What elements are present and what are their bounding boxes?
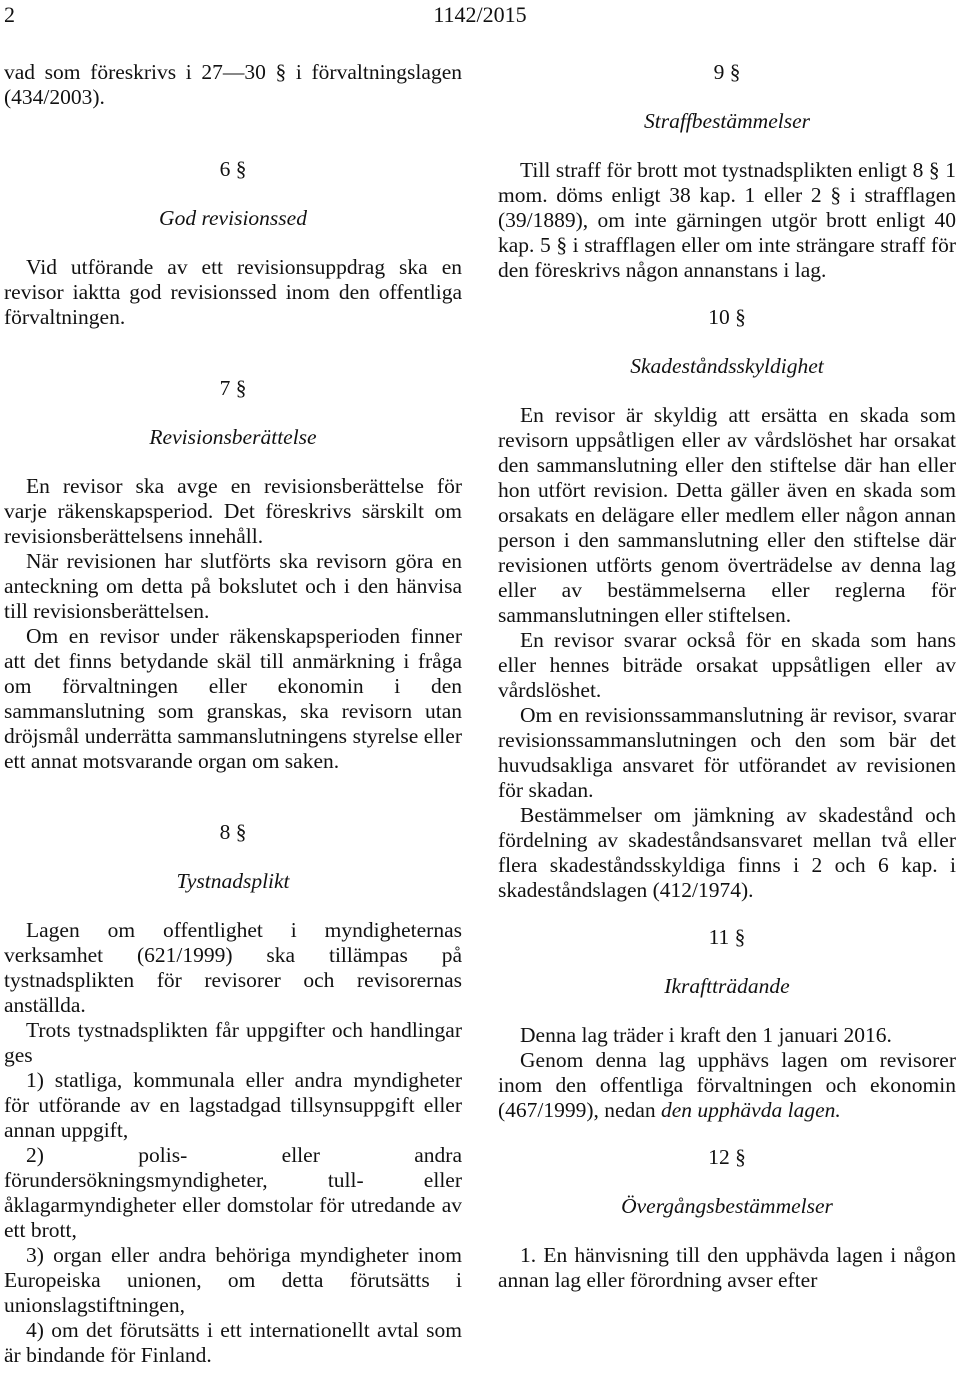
section-8-item-2: 2) polis- eller andra förundersökningsmyndigheter, tull- eller åklagarmyndigheter eller domstolar för utredande av ett brott, (4, 1143, 462, 1242)
section-12-paragraph-1: 1. En hänvisning till den upphävda lagen i någon annan lag eller förordning avser efter (498, 1243, 956, 1292)
section-9-number: 9 § (713, 60, 741, 84)
section-11-paragraph-1: Denna lag träder i kraft den 1 januari 2016. (520, 1023, 892, 1047)
section-10-paragraph-1: En revisor är skyldig att ersätta en skada som revisorn uppsåtligen eller av vårdslöshet har orsakat den sammanslutning eller den stiftelse där han eller hon utfört revision. Detta gäller även en skada som orsakats en delägare eller medlem eller någon annan person i den sammanslutning eller den stiftelse där revisionen utförts genom överträdelse av denna lag eller av bestämmelserna eller reglerna för sammanslutningen eller stiftelsen. (498, 403, 956, 627)
section-12 (498, 1145, 956, 1219)
section-6-number: 6 § (219, 157, 247, 181)
page-number: 2 (4, 2, 15, 27)
section-9-paragraph-1: Till straff för brott mot tystnadsplikten enligt 8 § 1 mom. döms enligt 38 kap. 1 eller 2 § i strafflagen (39/1889), om inte gärningen utgör brott enligt 40 kap. 5 § i strafflagen eller om inte strängare straff för den föreskrivs någon annanstans i lag. (498, 158, 956, 282)
section-8-paragraph-2: Trots tystnadsplikten får uppgifter och handlingar ges (4, 1018, 462, 1067)
section-8-paragraph-1: Lagen om offentlighet i myndigheternas verksamhet (621/1999) ska tillämpas på tystnadsplikten för revisorer och revisorernas anställda. (4, 918, 462, 1017)
section-8-item-3: 3) organ eller andra behöriga myndigheter inom Europeiska unionen, om detta förutsätts i unionslagstiftningen, (4, 1243, 462, 1317)
section-8-item-1: 1) statliga, kommunala eller andra myndigheter för utförande av en lagstadgad tillsynsuppgift eller annan uppgift, (4, 1068, 462, 1142)
section-7-paragraph-2: När revisionen har slutförts ska revisorn göra en anteckning om detta på bokslutet och i den hänvisa till revisionsberättelsen. (4, 549, 462, 623)
section-6 (4, 157, 462, 231)
section-12-title: Övergångsbestämmelser (621, 1194, 833, 1218)
section-10-paragraph-3: Om en revisionssammanslutning är revisor, svarar revisionssammanslutningen och den som bär det huvudsakliga ansvaret för utförandet av revisionen för skadan. (498, 703, 956, 802)
section-8 (4, 820, 462, 894)
page-header (0, 0, 960, 30)
section-8-title: Tystnadsplikt (176, 869, 290, 893)
section-10-number: 10 § (708, 305, 746, 329)
section-11-number: 11 § (708, 925, 746, 949)
section-12-number: 12 § (708, 1145, 746, 1169)
section-10-paragraph-2: En revisor svarar också för en skada som hans eller hennes biträde orsakat uppsåtligen eller av vårdslöshet. (498, 628, 956, 702)
intro-paragraph: vad som föreskrivs i 27—30 § i förvaltningslagen (434/2003). (4, 60, 462, 109)
section-10-title: Skadeståndsskyldighet (630, 354, 824, 378)
left-column (4, 60, 462, 1368)
section-11-paragraph-2-text: Genom denna lag upphävs lagen om revisorer inom den offentliga förvaltningen och ekonomin (467/1999), nedan (498, 1048, 956, 1122)
document-number: 1142/2015 (433, 2, 527, 27)
section-11-title: Ikraftträdande (664, 974, 790, 998)
section-10 (498, 305, 956, 379)
section-9 (498, 60, 956, 134)
section-7 (4, 376, 462, 450)
defined-term: den upphävda lagen. (661, 1098, 841, 1122)
section-7-paragraph-1: En revisor ska avge en revisionsberättelse för varje räkenskapsperiod. Det föreskrivs särskilt om revisionsberättelsens innehåll. (4, 474, 462, 548)
section-7-paragraph-3: Om en revisor under räkenskapsperioden finner att det finns betydande skäl till anmärkning i fråga om förvaltningen eller ekonomin i den sammanslutning som granskas, ska revisorn utan dröjsmål underrätta sammanslutningens styrelse eller ett annat motsvarande organ om saken. (4, 624, 462, 773)
section-6-title: God revisionssed (159, 206, 307, 230)
section-8-number: 8 § (219, 820, 247, 844)
section-11-paragraph-2 (498, 1048, 956, 1123)
section-11 (498, 925, 956, 999)
section-6-paragraph-1: Vid utförande av ett revisionsuppdrag ska en revisor iaktta god revisionssed inom den offentliga förvaltningen. (4, 255, 462, 329)
section-8-item-4: 4) om det förutsätts i ett internationellt avtal som är bindande för Finland. (4, 1318, 462, 1367)
section-10-paragraph-4: Bestämmelser om jämkning av skadestånd och fördelning av skadeståndsansvaret mellan två eller flera skadeståndsskyldiga finns i 2 och 6 kap. i skadeståndslagen (412/1974). (498, 803, 956, 902)
section-7-number: 7 § (219, 376, 247, 400)
section-9-title: Straffbestämmelser (643, 109, 811, 133)
right-column (498, 60, 956, 1293)
section-7-title: Revisionsberättelse (149, 425, 317, 449)
